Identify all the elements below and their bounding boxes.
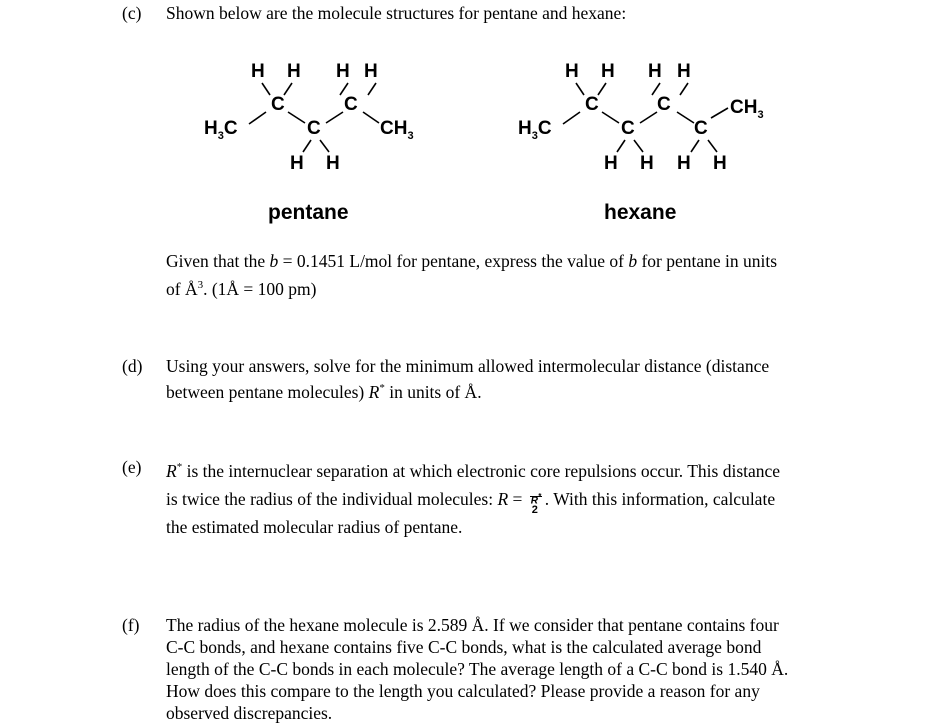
question-f-label: (f) (122, 615, 140, 635)
question-c-intro: Shown below are the molecule structures for pentane and hexane: (166, 3, 627, 23)
pentane-bond (249, 112, 266, 124)
pentane-h3c: $H_3C$ (204, 118, 238, 142)
given-line-1: Given that the b = 0.1451 L/mol for pentane, express the value of b for pentane in units (166, 251, 778, 271)
hexane-bond (576, 83, 584, 95)
hexane-bond (677, 112, 694, 123)
hexane-ch3: $CH_3$ (730, 97, 764, 121)
pentane-atom-h: H (326, 153, 340, 174)
pentane-atom-h: H (364, 61, 378, 82)
hexane-atom-h: H (565, 61, 579, 82)
hexane-atom-h: H (601, 61, 615, 82)
hexane-atom-c: C (585, 94, 599, 115)
pentane-atom-c: C (307, 118, 321, 139)
pentane-bond (288, 112, 305, 123)
pentane-bond (262, 83, 270, 95)
pentane-atom-h: H (336, 61, 350, 82)
hexane-atom-h: H (640, 153, 654, 174)
hexane-bond (680, 83, 688, 95)
hexane-bond (708, 140, 717, 152)
pentane-atom-h: H (287, 61, 301, 82)
hexane-atom-c: C (657, 94, 671, 115)
hexane-atom-h: H (677, 153, 691, 174)
pentane-atom-h: H (290, 153, 304, 174)
question-f-text: The radius of the hexane molecule is 2.589 Å. If we consider that pentane contains four C-C bonds, and hexane contains five C-C bonds, what is the calculated average bond length of the C-C bonds in each molecule? The average length of a C-C bond is 1.540 Å. How does this compare to the length you calculated? Please provide a reason for any observed discrepancies. (166, 615, 789, 723)
hexane-bond (617, 140, 625, 152)
given-line-2: of $Å^3$. (1Å = 100 pm) (166, 278, 317, 299)
hexane-atom-h: H (604, 153, 618, 174)
question-d-label: (d) (122, 356, 143, 376)
question-e-text: R* is the internuclear separation at which electronic core repulsions occur. This distance is twice the radius of the individual molecules: R = R* 2 . With this information, calculate the estimated molecular radius of pentane. (166, 460, 781, 537)
pentane-bond (326, 112, 343, 123)
hexane-atom-c: C (621, 118, 635, 139)
question-e-label: (e) (122, 457, 142, 477)
question-c-given (166, 250, 926, 300)
hexane-atom-h: H (713, 153, 727, 174)
pentane-ch3: $CH_3$ (380, 118, 414, 142)
hexane-bond (634, 140, 643, 152)
hexane-name: hexane (604, 201, 677, 224)
hexane-atom-c: C (694, 118, 708, 139)
hexane-h3c: $H_3C$ (518, 118, 552, 142)
hexane-bond (691, 140, 699, 152)
pentane-bond (303, 140, 311, 152)
pentane-bond (368, 83, 376, 95)
pentane-atom-c: C (344, 94, 358, 115)
hexane-bond (602, 112, 619, 123)
pentane-bond (284, 83, 292, 95)
pentane-name: pentane (268, 201, 349, 224)
hexane-bond (563, 112, 580, 124)
hexane-bond (598, 83, 606, 95)
hexane-bond (640, 112, 657, 123)
pentane-bond (320, 140, 329, 152)
pentane-bond (363, 112, 379, 123)
hexane-atom-h: H (648, 61, 662, 82)
hexane-bond (711, 108, 728, 118)
question-d-text: Using your answers, solve for the minimum allowed intermolecular distance (distance between pentane molecules) R* in units of Å. (166, 356, 770, 402)
question-c-label: (c) (122, 3, 142, 23)
hexane-atom-h: H (677, 61, 691, 82)
pentane-atom-c: C (271, 94, 285, 115)
r-star-over-2-fraction: R* 2 (530, 491, 542, 516)
pentane-atom-h: H (251, 61, 265, 82)
